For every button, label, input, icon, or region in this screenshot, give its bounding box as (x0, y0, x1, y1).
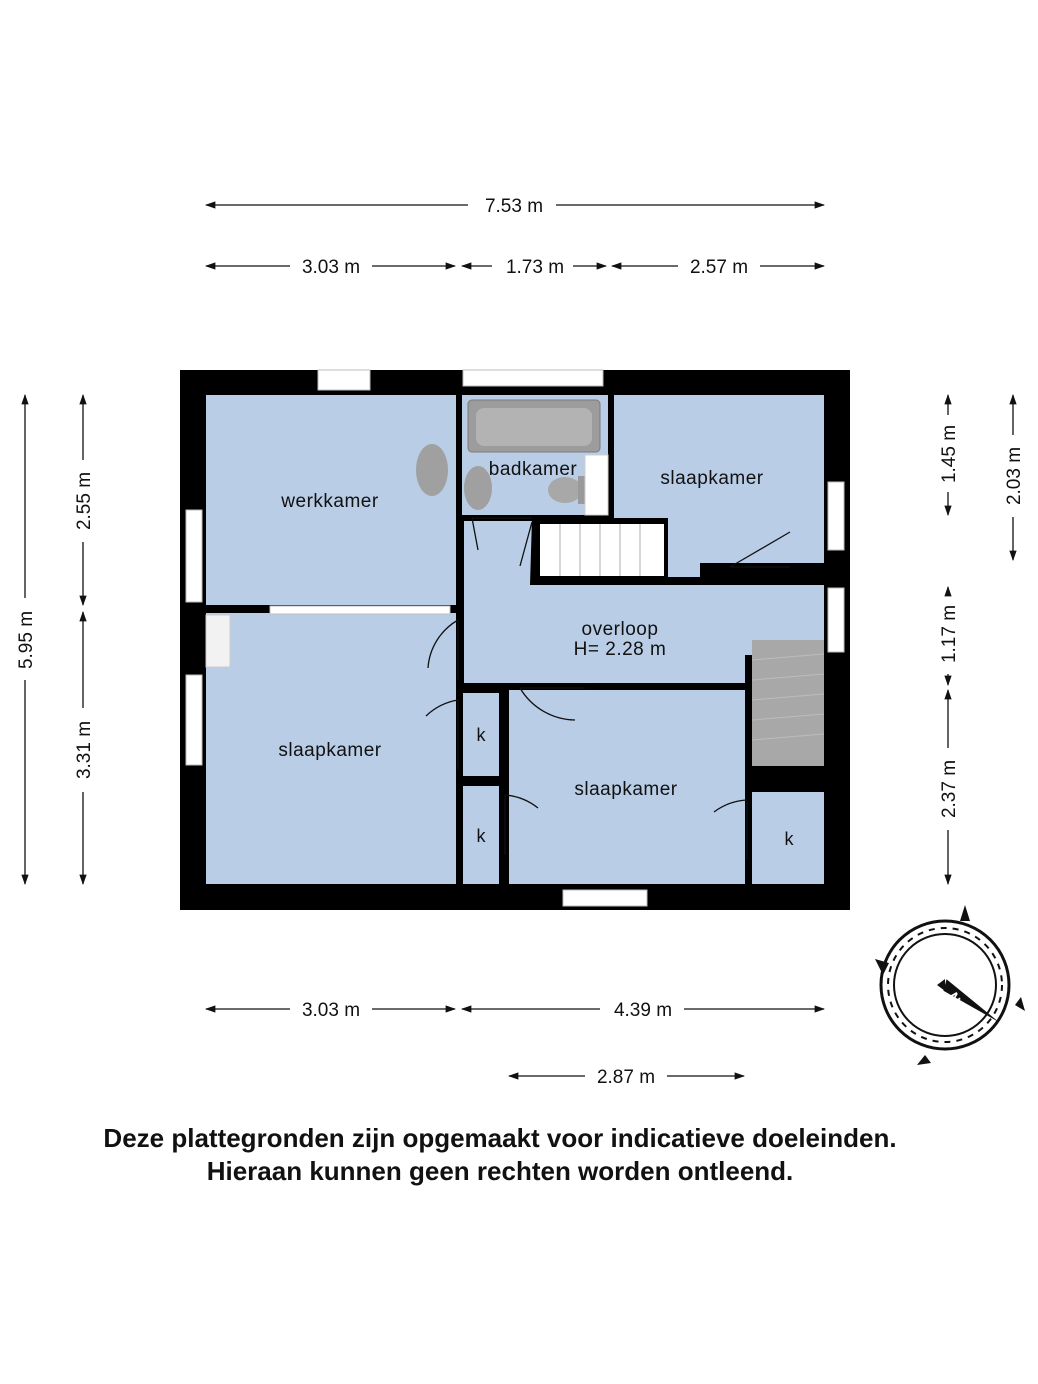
dim-bottom-segment-2: 4.39 m (613, 1000, 673, 1021)
bathtub-icon (468, 400, 600, 452)
room-label-slaapkamer-sw: slaapkamer (278, 740, 382, 761)
dim-top-segment-3: 2.57 m (689, 257, 749, 278)
room-label-overloop-height: H= 2.28 m (573, 639, 667, 660)
dim-left-lower: 3.31 m (74, 720, 95, 780)
dim-top-total: 7.53 m (484, 196, 544, 217)
closet-label-2: k (476, 826, 486, 846)
dim-bottom-inner: 2.87 m (596, 1067, 656, 1088)
room-label-slaapkamer-s: slaapkamer (574, 779, 678, 800)
closet-label-1: k (476, 725, 486, 745)
dim-bottom-segment-1: 3.03 m (301, 1000, 361, 1021)
closet-label-3: k (784, 829, 794, 849)
compass-icon (875, 905, 1025, 1065)
room-label-overloop: overloop (581, 619, 659, 640)
disclaimer-line-1: Deze plattegronden zijn opgemaakt voor indicatieve doeleinden. (103, 1123, 897, 1153)
wardrobe (206, 615, 230, 667)
dim-right-4: 2.37 m (939, 759, 960, 819)
dim-right-2: 2.03 m (1004, 446, 1025, 506)
room-label-werkkamer: werkkamer (281, 491, 379, 512)
disclaimer (0, 1122, 1000, 1188)
dim-top-segment-2: 1.73 m (505, 257, 565, 278)
toilet-icon (548, 476, 588, 504)
bath-partition (585, 455, 608, 515)
disclaimer-line-2: Hieraan kunnen geen rechten worden ontleend. (206, 1156, 794, 1186)
dim-left-total: 5.95 m (16, 610, 37, 670)
room-label-badkamer: badkamer (488, 459, 578, 480)
room-label-slaapkamer-ne: slaapkamer (660, 468, 764, 489)
svg-text:N: N (945, 989, 965, 1007)
dim-top-segment-1: 3.03 m (301, 257, 361, 278)
werkkamer-sink-icon (416, 444, 448, 496)
dim-right-3: 1.17 m (939, 604, 960, 664)
dim-right-1: 1.45 m (939, 424, 960, 484)
dim-left-upper: 2.55 m (74, 471, 95, 531)
storage-unit (748, 640, 824, 788)
